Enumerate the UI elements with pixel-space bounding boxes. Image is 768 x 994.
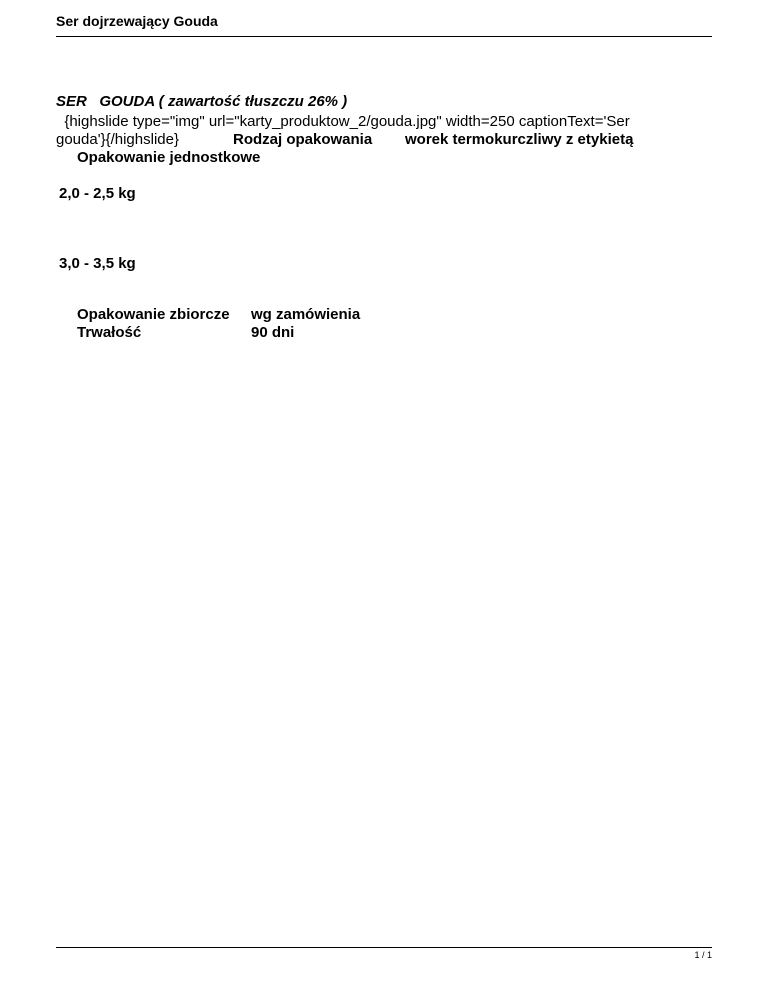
collective-packaging-label: Opakowanie zbiorcze <box>77 306 230 323</box>
unit-weight-option: 3,0 - 3,5 kg <box>59 255 136 272</box>
shelf-life-value: 90 dni <box>251 324 295 341</box>
page-header-title: Ser dojrzewający Gouda <box>56 13 218 29</box>
collective-packaging-value: wg zamówienia <box>251 306 361 323</box>
unit-weight-option: 2,0 - 2,5 kg <box>59 185 136 202</box>
header-divider <box>56 36 712 37</box>
page-number: 1 / 1 <box>694 950 712 960</box>
product-heading: SER GOUDA ( zawartość tłuszczu 26% ) <box>56 93 348 110</box>
footer-divider <box>56 947 712 948</box>
highslide-code-line-1: {highslide type="img" url="karty_produktow_2/gouda.jpg" width=250 captionText='Ser <box>56 113 630 130</box>
highslide-code-line-2: gouda'}{/highslide} <box>56 131 179 148</box>
unit-packaging-label: Opakowanie jednostkowe <box>77 149 261 166</box>
packaging-type-label: Rodzaj opakowania <box>233 131 373 148</box>
packaging-type-value: worek termokurczliwy z etykietą <box>405 131 634 148</box>
shelf-life-label: Trwałość <box>77 324 142 341</box>
